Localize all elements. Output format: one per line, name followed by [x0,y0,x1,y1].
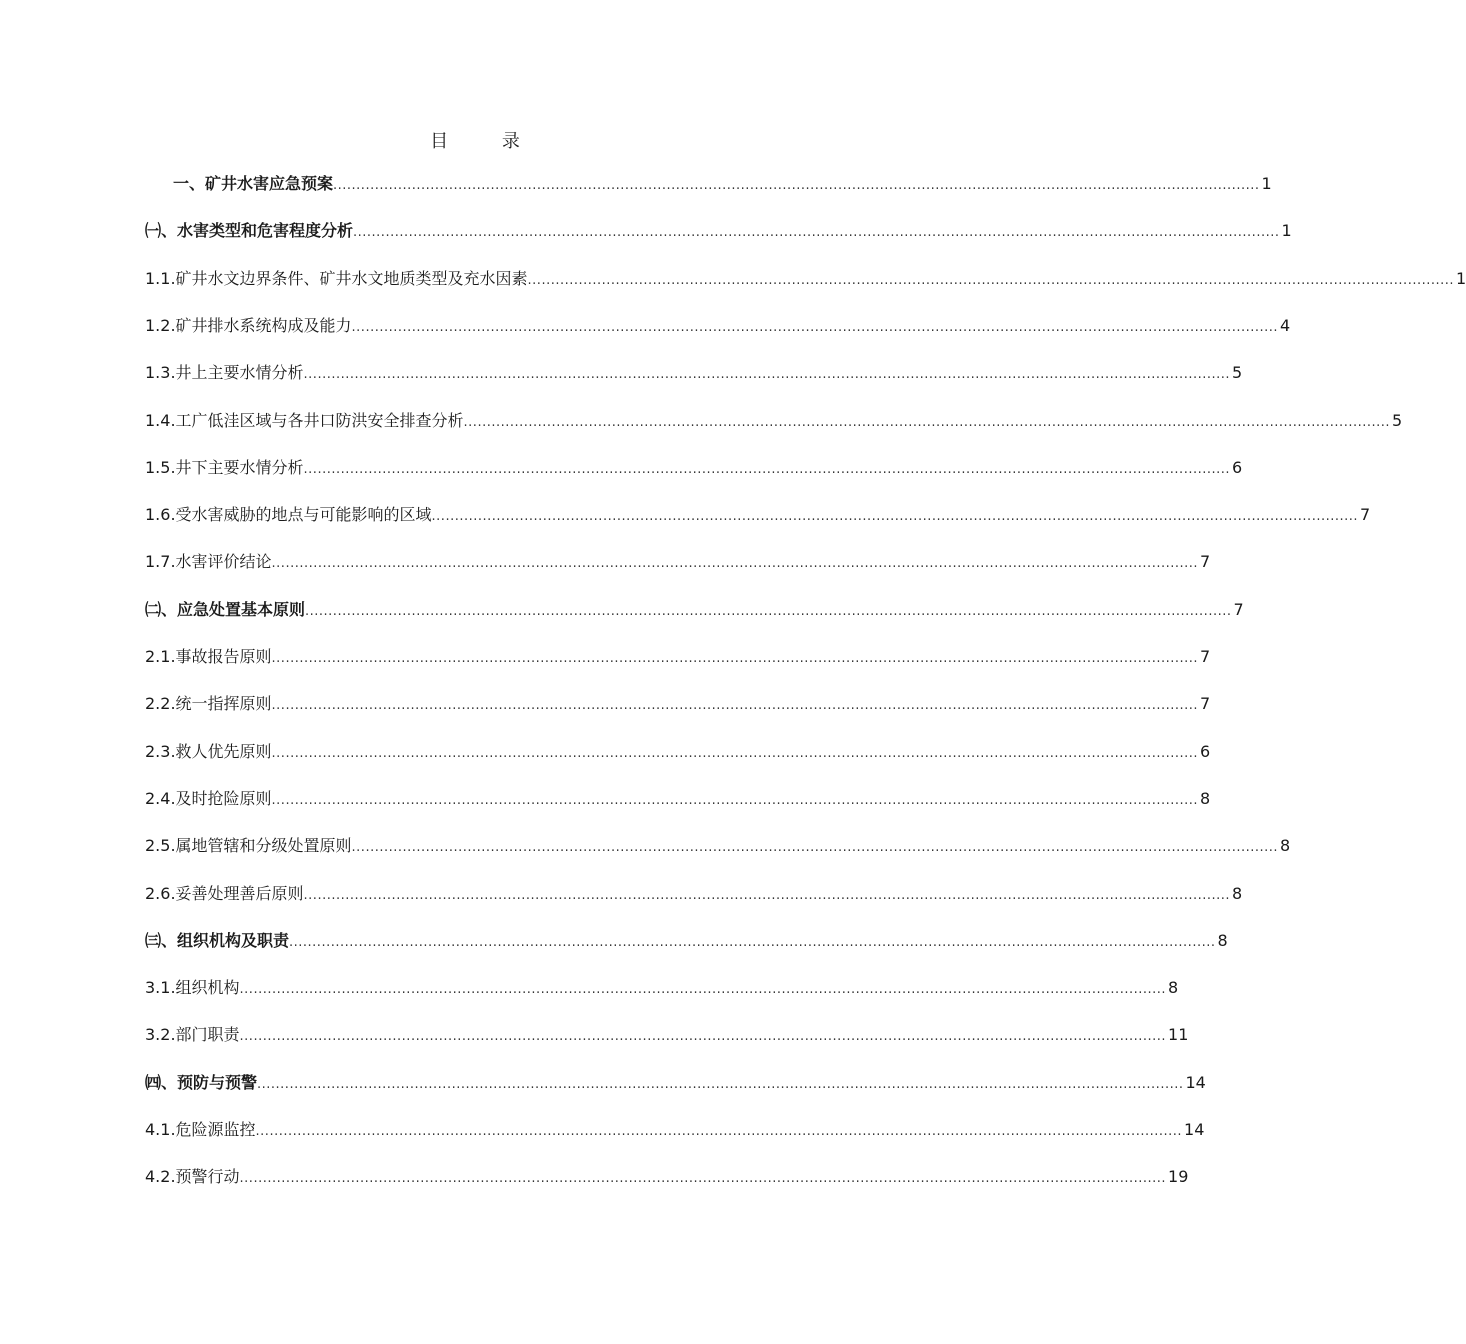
toc-entry-page-number: 8 [1232,883,1243,903]
toc-entry-label: ㈢、组织机构及职责 [145,930,290,950]
toc-leader-dots: ........................................................................................................................................................................................................ [305,603,1232,619]
toc-leader-dots: ........................................................................................................................................................................................................ [527,272,1455,288]
toc-entry-label: 1.3.井上主要水情分析 [145,363,304,383]
toc-entry[interactable] [145,929,1228,953]
toc-entry[interactable] [145,361,1243,385]
toc-entry[interactable] [145,1071,1206,1095]
toc-leader-dots: ........................................................................................................................................................................................................ [431,509,1359,525]
toc-entry-page-number: 19 [1168,1167,1189,1187]
toc-leader-dots: ........................................................................................................................................................................................................ [255,1124,1183,1139]
toc-entry-page-number: 8 [1168,978,1179,998]
toc-entry-page-number: 4 [1280,315,1291,335]
toc-entry-label: 4.2.预警行动 [145,1167,240,1187]
toc-entry-page-number: 7 [1200,694,1211,714]
toc-entry-page-number: 1 [1456,268,1466,288]
toc-entry-page-number: 1 [1261,174,1272,193]
toc-entry[interactable] [145,456,1243,480]
toc-entry-label: 2.4.及时抢险原则 [145,788,272,808]
toc-entry-page-number: 6 [1200,741,1211,761]
toc-entry-page-number: 5 [1392,410,1403,430]
toc-entry[interactable] [145,834,1291,858]
toc-leader-dots: ........................................................................................................................................................................................................ [271,745,1199,761]
toc-leader-dots: ........................................................................................................................................................................................................ [351,840,1279,856]
toc-leader-dots: ........................................................................................................................................................................................................ [333,178,1260,193]
toc-entry[interactable] [145,503,1371,527]
toc-entry-label: 1.2.矿井排水系统构成及能力 [145,315,352,335]
toc-leader-dots: ........................................................................................................................................................................................................ [303,461,1231,477]
toc-entry-label: 3.1.组织机构 [145,978,240,998]
toc-entry[interactable] [145,550,1211,574]
toc-entry-label: 3.2.部门职责 [145,1025,240,1045]
toc-entry-page-number: 14 [1184,1120,1205,1139]
toc-entry-label: 2.6.妥善处理善后原则 [145,883,304,903]
toc-leader-dots: ........................................................................................................................................................................................................ [239,1171,1167,1187]
toc-entry-label: 一、矿井水害应急预案 [173,174,334,193]
toc-title: 目 录 [430,131,544,152]
toc-entry[interactable] [145,692,1211,716]
toc-entry[interactable] [145,882,1243,906]
toc-entry-label: ㈣、预防与预警 [145,1072,258,1092]
toc-leader-dots: ........................................................................................................................................................................................................ [239,1029,1167,1045]
toc-entry[interactable] [145,645,1211,669]
toc-leader-dots: ........................................................................................................................................................................................................ [303,887,1231,903]
toc-entry-page-number: 5 [1232,363,1243,383]
toc-entry-label: 1.6.受水害威胁的地点与可能影响的区域 [145,505,432,525]
toc-leader-dots: ........................................................................................................................................................................................................ [239,982,1167,998]
toc-entry-label: 2.1.事故报告原则 [145,647,272,666]
toc-entry[interactable] [145,598,1244,622]
toc-entry-page-number: 6 [1232,457,1243,477]
toc-leader-dots: ........................................................................................................................................................................................................ [289,934,1216,950]
toc-entry-page-number: 1 [1281,221,1292,241]
toc-entry-page-number: 7 [1200,552,1211,572]
toc-entry[interactable] [145,1118,1205,1142]
toc-entry[interactable] [145,409,1403,433]
toc-entry-label: 1.1.矿井水文边界条件、矿井水文地质类型及充水因素 [145,268,528,288]
toc-entry-label: ㈡、应急处置基本原则 [145,599,306,619]
toc-leader-dots: ........................................................................................................................................................................................................ [353,225,1280,241]
toc-entry-label: 2.2.统一指挥原则 [145,694,272,714]
toc-entry-page-number: 14 [1185,1072,1206,1092]
toc-entry-page-number: 7 [1360,505,1371,525]
toc-entry[interactable] [145,219,1292,243]
toc-entry-page-number: 8 [1200,788,1211,808]
toc-entry[interactable] [145,267,1466,291]
toc-leader-dots: ........................................................................................................................................................................................................ [271,556,1199,572]
toc-entry-label: 1.5.井下主要水情分析 [145,457,304,477]
toc-entry-label: ㈠、水害类型和危害程度分析 [145,221,354,241]
toc-leader-dots: ........................................................................................................................................................................................................ [271,651,1199,666]
toc-entry-label: 1.4.工广低洼区域与各井口防洪安全排查分析 [145,410,464,430]
toc-entry[interactable] [145,1165,1189,1189]
toc-entry[interactable] [173,172,1272,196]
toc-leader-dots: ........................................................................................................................................................................................................ [257,1076,1184,1092]
toc-entry[interactable] [145,976,1179,1000]
toc-entry-label: 4.1.危险源监控 [145,1120,256,1139]
toc-entry-label: 2.5.属地管辖和分级处置原则 [145,836,352,856]
toc-entry-page-number: 8 [1217,930,1228,950]
toc-entry-label: 2.3.救人优先原则 [145,741,272,761]
toc-leader-dots: ........................................................................................................................................................................................................ [303,367,1231,383]
toc-entry-label: 1.7.水害评价结论 [145,552,272,572]
toc-entry-page-number: 8 [1280,836,1291,856]
toc-leader-dots: ........................................................................................................................................................................................................ [271,792,1199,808]
toc-leader-dots: ........................................................................................................................................................................................................ [271,698,1199,714]
toc-leader-dots: ........................................................................................................................................................................................................ [351,319,1279,335]
toc-entry[interactable] [145,787,1211,811]
toc-entry[interactable] [145,1023,1189,1047]
toc-entry[interactable] [145,314,1291,338]
toc-entry-page-number: 7 [1200,647,1211,666]
toc-entry[interactable] [145,740,1211,764]
toc-entry-page-number: 11 [1168,1025,1189,1045]
toc-entry-page-number: 7 [1233,599,1244,619]
toc-leader-dots: ........................................................................................................................................................................................................ [463,414,1391,430]
